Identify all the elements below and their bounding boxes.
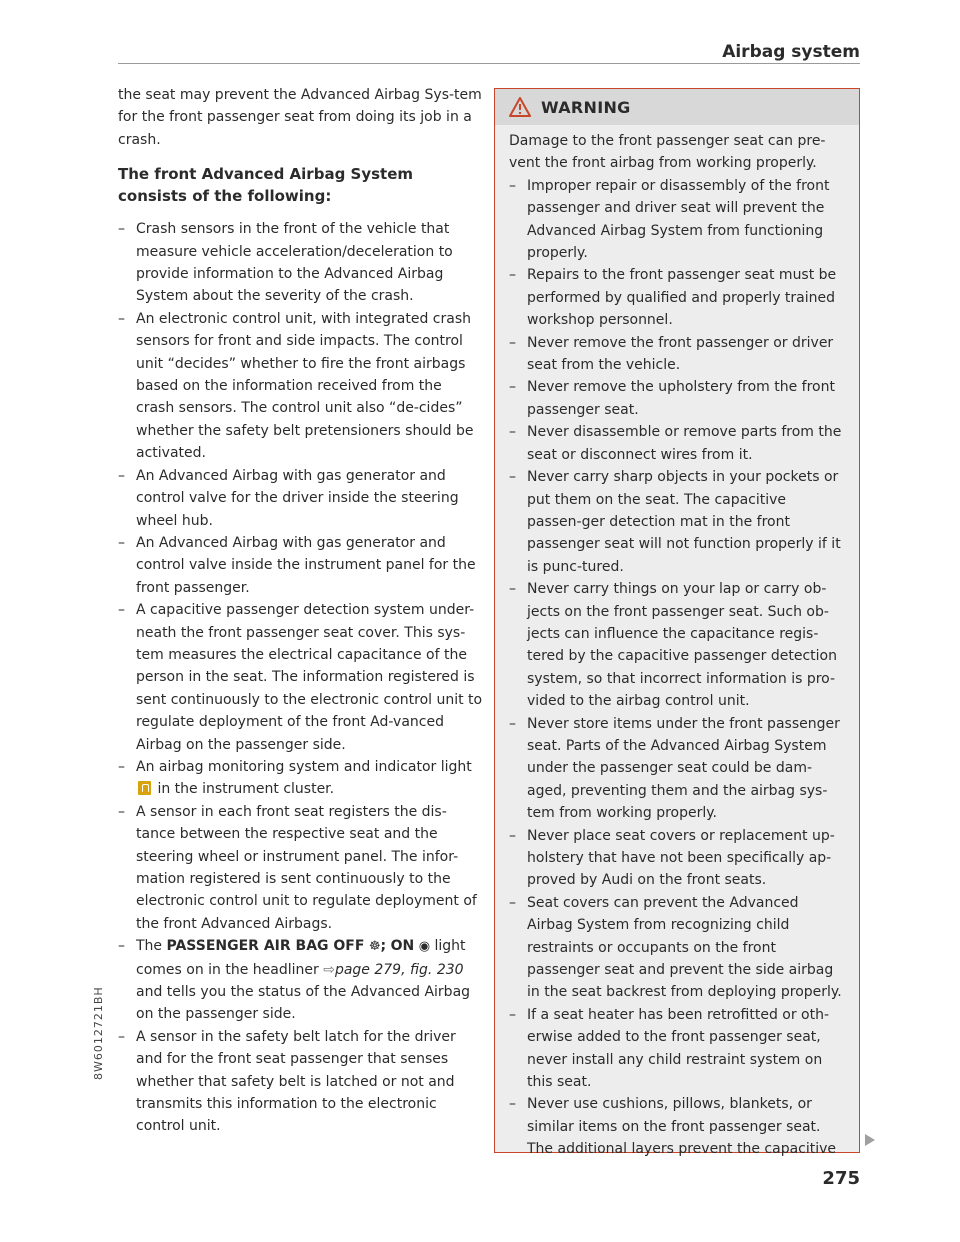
- list-item-text: The: [136, 938, 163, 955]
- warning-item: – Improper repair or disassembly of the front passenger and driver seat will prevent the Advanced Airbag System from functioning properly.: [509, 175, 845, 265]
- warning-item: – Never use cushions, pillows, blankets, or similar items on the front passenger seat. The additional layers prevent the capacitive: [509, 1093, 845, 1160]
- left-column: [118, 84, 484, 1138]
- list-item: – A sensor in the safety belt latch for the driver and for the front seat passenger that senses whether that safety belt is latched or not and transmits this information to the electronic control unit.: [118, 1026, 484, 1138]
- list-item: – A capacitive passenger detection system under-neath the front passenger seat cover. This sys-tem measures the electrical capacitance of the person in the seat. The information registered is sent continuously to the electronic control unit to regulate deployment of the front Ad-vanced Airbag on the passenger side.: [118, 599, 484, 756]
- warning-item: – If a seat heater has been retrofitted or oth-erwise added to the front passenger seat, never install any child restraint system on this seat.: [509, 1004, 845, 1094]
- warning-triangle-icon: [509, 97, 531, 117]
- document-code: 8W6012721BH: [92, 986, 105, 1080]
- warning-item: – Never store items under the front passenger seat. Parts of the Advanced Airbag System under the passenger seat could be dam-aged, preventing them and the airbag sys-tem from working properly.: [509, 713, 845, 825]
- passenger-airbag-on-label: ON: [390, 938, 415, 955]
- section-heading: The front Advanced Airbag System consists of the following:: [118, 165, 414, 206]
- warning-body: [495, 125, 859, 1161]
- list-item-text: light comes on in the headliner: [136, 938, 466, 978]
- intro-paragraph: the seat may prevent the Advanced Airbag Sys-tem for the front passenger seat from doing its job in a crash.: [118, 87, 482, 148]
- list-item: – An Advanced Airbag with gas generator and control valve for the driver inside the steering wheel hub.: [118, 465, 484, 532]
- page-number: 275: [822, 1168, 860, 1189]
- warning-intro: Damage to the front passenger seat can pre-vent the front airbag from working properly.: [509, 133, 826, 172]
- list-item: – An Advanced Airbag with gas generator and control valve inside the instrument panel for the front passenger.: [118, 532, 484, 599]
- warning-box: [494, 88, 860, 1158]
- header-rule: [118, 63, 860, 64]
- warning-header: [495, 89, 859, 125]
- list-item: [118, 756, 484, 801]
- passenger-airbag-off-label: PASSENGER AIR BAG OFF: [166, 938, 365, 955]
- warning-title: WARNING: [541, 97, 631, 117]
- passenger-airbag-on-icon: ◉: [418, 939, 431, 955]
- warning-item: – Seat covers can prevent the Advanced Airbag System from recognizing child restraints or occupants on the front passenger seat and prevent the side airbag in the seat backrest from deploying properly.: [509, 892, 845, 1004]
- cross-reference-arrow-icon: ⇨: [323, 961, 335, 978]
- warning-item: – Never remove the upholstery from the front passenger seat.: [509, 376, 845, 421]
- warning-list: [509, 175, 845, 1161]
- list-item-text: An airbag monitoring system and indicator light: [136, 758, 472, 775]
- list-item: – An electronic control unit, with integrated crash sensors for front and side impacts. The control unit “decides” whether to fire the front airbags based on the information received from the crash sensors. The control unit also “de-cides” whether the safety belt pretensioners should be activated.: [118, 308, 484, 465]
- page-cross-reference-link[interactable]: page 279, fig. 230: [334, 961, 464, 978]
- continue-arrow-icon: [865, 1134, 875, 1146]
- warning-item: – Never place seat covers or replacement up-holstery that have not been specifically ap-proved by Audi on the front seats.: [509, 825, 845, 892]
- warning-item: – Never disassemble or remove parts from the seat or disconnect wires from it.: [509, 421, 845, 466]
- warning-item: – Repairs to the front passenger seat must be performed by qualified and properly trained workshop personnel.: [509, 264, 845, 331]
- airbag-indicator-icon: [138, 781, 151, 795]
- warning-item: – Never carry things on your lap or carry ob-jects on the front passenger seat. Such ob-jects can influence the capacitance regis-tered by the capacitive passenger detection system, so that incorrect information is pro-vided to the airbag control unit.: [509, 578, 845, 712]
- list-item: – Crash sensors in the front of the vehicle that measure vehicle acceleration/deceleration to provide information to the Advanced Airbag System about the severity of the crash.: [118, 218, 484, 308]
- warning-item: – Never remove the front passenger or driver seat from the vehicle.: [509, 332, 845, 377]
- list-item: – A sensor in each front seat registers the dis-tance between the respective seat and the steering wheel or instrument panel. The infor-mation registered is sent continuously to the electronic control unit to regulate deployment of the front Advanced Airbags.: [118, 801, 484, 935]
- components-list: [118, 218, 484, 1138]
- list-item-text: in the instrument cluster.: [157, 781, 335, 798]
- running-header: Airbag system: [722, 42, 860, 62]
- list-item: – The PASSENGER AIR BAG OFF ☸; ON ◉ light comes on in the headliner ⇨page 279, fig. 230 and tells you the status of the Advanced Airbag on the passenger side.: [118, 935, 484, 1026]
- passenger-airbag-off-icon: ☸: [368, 939, 381, 955]
- list-item-text: and tells you the status of the Advanced Airbag on the passenger side.: [136, 984, 471, 1023]
- warning-item: – Never carry sharp objects in your pockets or put them on the seat. The capacitive passen-ger detection mat in the front passenger seat will not function properly if it is punc-tured.: [509, 466, 845, 578]
